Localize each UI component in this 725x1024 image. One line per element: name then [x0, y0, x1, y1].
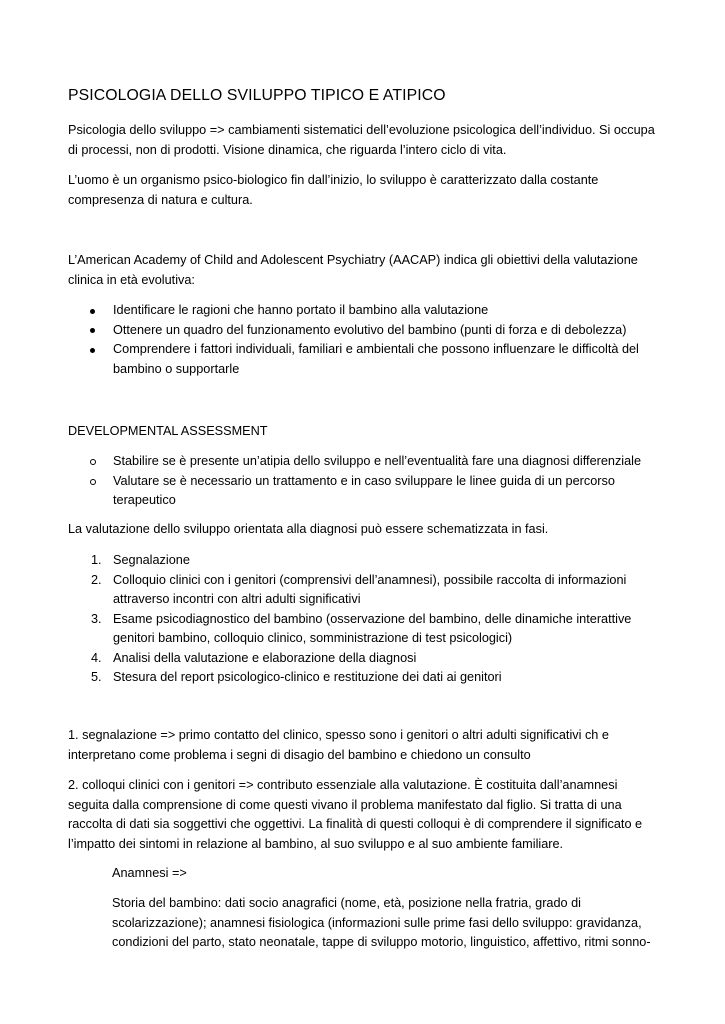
detail-paragraph-1: 1. segnalazione => primo contatto del clinico, spesso sono i genitori o altri adulti significativi ch e interpretano come problema i segni di disagio del bambino e chiedono un consulto	[68, 728, 609, 762]
list-item	[68, 668, 658, 688]
intro-paragraph-2: L’uomo è un organismo psico-biologico fin dall’inizio, lo sviluppo è caratterizzato dalla costante compresenza di natura e cultura.	[68, 173, 599, 207]
list-item	[68, 321, 658, 341]
assessment-goals-list	[68, 452, 658, 511]
list-item-text: Ottenere un quadro del funzionamento evolutivo del bambino (punti di forza e di debolezza)	[113, 322, 627, 337]
list-item-text: Identificare le ragioni che hanno portato il bambino alla valutazione	[113, 303, 489, 317]
phases-intro: La valutazione dello sviluppo orientata alla diagnosi può essere schematizzata in fasi.	[68, 522, 549, 536]
list-item-text: Esame psicodiagnostico del bambino (osservazione del bambino, delle dinamiche interattive genitori bambino, colloquio clinico, somministrazione di test psicologici)	[113, 611, 632, 645]
objectives-bullet-list	[68, 301, 658, 379]
list-number: 3.	[91, 611, 102, 626]
list-number: 2.	[91, 572, 102, 587]
phases-numbered-list	[68, 551, 658, 688]
aacap-paragraph: L’American Academy of Child and Adolescent Psychiatry (AACAP) indica gli obiettivi della valutazione clinica in età evolutiva:	[68, 253, 638, 287]
anamnesi-label: Anamnesi =>	[112, 866, 187, 880]
list-item	[68, 452, 658, 472]
list-item-text: Colloquio clinici con i genitori (comprensivi dell’anamnesi), possibile raccolta di informazioni attraverso incontri con altri adulti significativi	[113, 572, 627, 606]
list-item	[68, 301, 658, 321]
page-title: PSICOLOGIA DELLO SVILUPPO TIPICO E ATIPICO	[68, 87, 446, 104]
list-item	[68, 649, 658, 669]
list-item-text: Valutare se è necessario un trattamento e in caso sviluppare le linee guida di un percorso terapeutico	[113, 473, 615, 507]
list-item	[68, 610, 658, 649]
list-item	[68, 551, 658, 571]
intro-paragraph-1: Psicologia dello sviluppo => cambiamenti sistematici dell’evoluzione psicologica dell’individuo. Si occupa di processi, non di prodotti. Visione dinamica, che riguarda l’intero ciclo di vita.	[68, 123, 655, 157]
list-item	[68, 571, 658, 610]
list-number: 1.	[91, 553, 102, 567]
list-item-text: Comprendere i fattori individuali, familiari e ambientali che possono influenzare le difficoltà del bambino o supportarle	[113, 342, 639, 376]
list-number: 4.	[91, 650, 102, 665]
list-number: 5.	[91, 670, 102, 684]
section-heading: DEVELOPMENTAL ASSESSMENT	[68, 424, 268, 438]
anamnesi-paragraph: Storia del bambino: dati socio anagrafici (nome, età, posizione nella fratria, grado di scolarizzazione); anamnesi fisiologica (informazioni sulle prime fasi dello sviluppo: gravidanza, condizioni del parto, stato neonatale, tappe di sviluppo motorio, linguistico, affettivo, ritmi sonno-	[112, 896, 651, 949]
list-item	[68, 340, 658, 379]
list-item-text: Stesura del report psicologico-clinico e restituzione dei dati ai genitori	[113, 670, 502, 684]
list-item-text: Analisi della valutazione e elaborazione della diagnosi	[113, 650, 417, 665]
detail-paragraph-2: 2. colloqui clinici con i genitori => contributo essenziale alla valutazione. È costituita dall’anamnesi seguita dalla comprensione di come questi vivano il problema manifestato dal figlio. Si tratta di una raccolta di dati sia soggettivi che oggettivi. La finalità di questi colloqui è di comprendere il significato e l’impatto dei sintomi in relazione al bambino, al suo sviluppo e al suo ambiente familiare.	[68, 778, 643, 851]
list-item	[68, 472, 658, 511]
list-item-text: Stabilire se è presente un’atipia dello sviluppo e nell’eventualità fare una diagnosi differenziale	[113, 454, 642, 468]
list-item-text: Segnalazione	[113, 553, 190, 567]
